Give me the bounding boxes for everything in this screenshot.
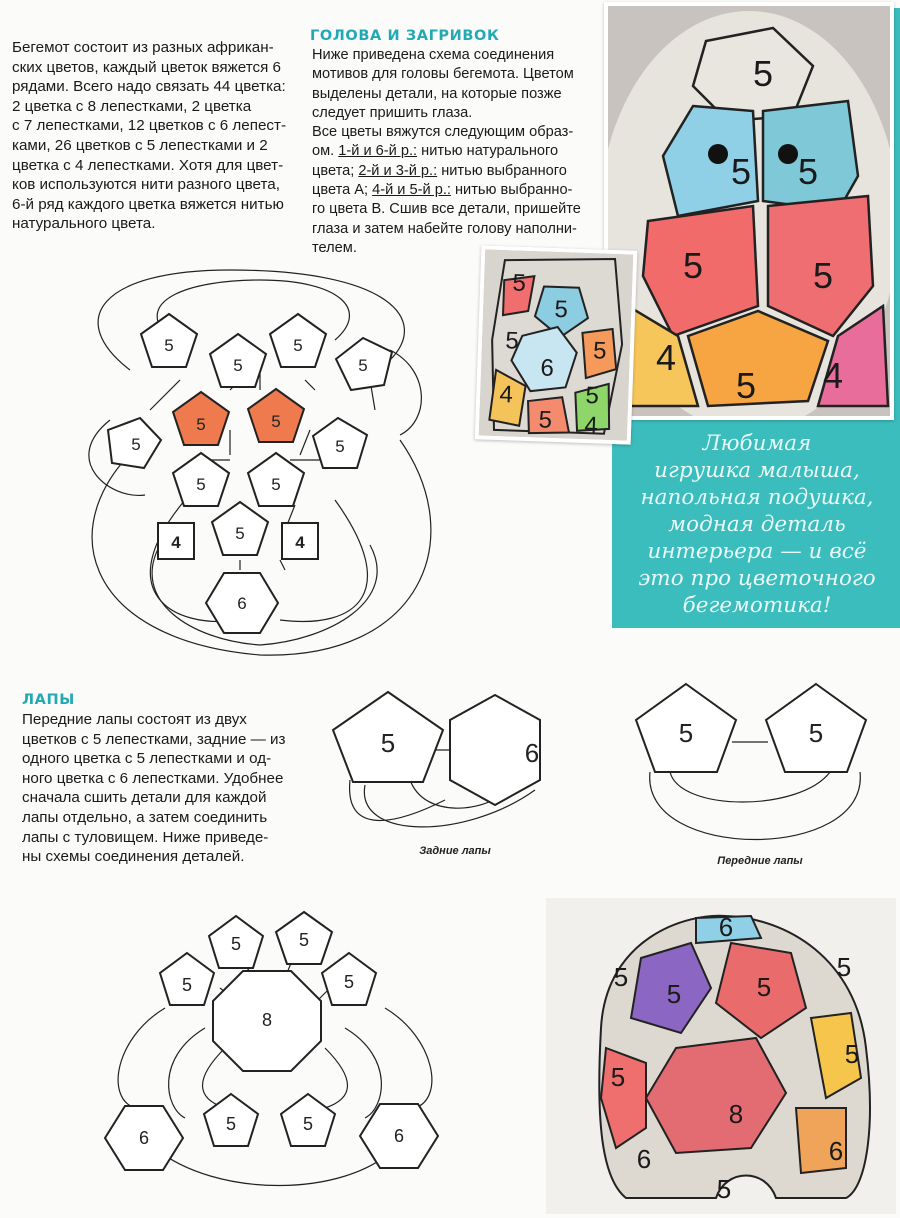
text-fragment: ом. (312, 143, 339, 160)
paws-line: Передние лапы состоят из двух (22, 711, 247, 728)
photo-head-label: 5 (752, 53, 774, 94)
front-paws-caption: Передние лапы (717, 855, 803, 867)
quote-line: это про цветочного (638, 566, 876, 591)
motif-label: 5 (271, 475, 281, 494)
intro-line: 2 цветка с 8 лепестками, 2 цветка (12, 97, 252, 115)
highlight-label: 5 (271, 412, 281, 431)
highlight-label: 5 (196, 415, 206, 434)
photo-body-label: 6 (718, 912, 734, 942)
paws-line: цветков с 5 лепестками, задние — из (22, 730, 286, 748)
text-fragment: цвета А; (312, 182, 373, 199)
motif-label: 6 (393, 1126, 405, 1146)
motif-label: 5 (335, 437, 345, 456)
paws-line: одного цветка с 5 лепестками и од- (22, 750, 272, 768)
rows-1-6: 1-й и 6-й р.: (338, 143, 418, 160)
back-paws-caption: Задние лапы (419, 845, 491, 857)
motif-label: 6 (524, 738, 540, 768)
motif-label: 5 (230, 934, 242, 954)
paws-section-text (22, 710, 286, 867)
head-line: мотивов для головы бегемота. Цветом (312, 66, 574, 83)
motif-label: 8 (261, 1010, 273, 1030)
intro-line: цветка с 4 лепестками. Хотя для цвет- (12, 156, 284, 174)
paws-line: ны схемы соединения деталей. (22, 848, 245, 866)
paws-section-heading: ЛАПЫ (22, 692, 75, 708)
photo-side-label: 4 (584, 412, 599, 440)
motif-label: 5 (358, 356, 368, 375)
photo-body-label: 5 (716, 1174, 732, 1204)
intro-text (12, 38, 286, 234)
hexagon-label: 6 (237, 594, 247, 613)
front-paws-diagram (620, 672, 890, 872)
hippo-head-photo (604, 2, 894, 420)
quote-line: напольная подушка, (640, 485, 874, 510)
motif-label: 5 (196, 475, 206, 494)
photo-head-label: 4 (822, 355, 844, 396)
intro-line: ских цветов, каждый цветок вяжется 6 (12, 58, 282, 76)
head-line-rows (312, 142, 581, 161)
photo-side-label: 5 (554, 295, 569, 324)
photo-body-label: 8 (728, 1099, 744, 1129)
photo-body-label: 6 (636, 1144, 652, 1174)
photo-head-label: 5 (730, 151, 752, 192)
photo-body-label: 5 (844, 1039, 860, 1069)
photo-body-label: 5 (610, 1062, 626, 1092)
photo-side-label: 5 (585, 382, 600, 410)
photo-side-label: 5 (538, 406, 553, 434)
photo-head-label: 4 (655, 337, 677, 378)
text-fragment: цвета; (312, 162, 359, 179)
photo-side-label: 5 (592, 337, 607, 365)
motif-label: 5 (233, 356, 243, 375)
back-paws-diagram (325, 680, 570, 870)
head-line-rows (312, 181, 581, 200)
motif-label: 5 (293, 336, 303, 355)
motif-label: 5 (678, 718, 694, 748)
text-fragment: нитью натурального (417, 143, 559, 160)
intro-line: рядами. Всего надо связать 44 цветка: (12, 78, 286, 96)
intro-line: ков используются нити разного цвета, (12, 176, 280, 194)
photo-body-label: 5 (613, 962, 629, 992)
square-label: 4 (295, 533, 305, 552)
head-line: глаза и затем набейте голову наполни- (312, 220, 577, 237)
head-line: телем. (312, 239, 357, 256)
rows-2-3: 2-й и 3-й р.: (358, 162, 438, 179)
head-section-heading: ГОЛОВА И ЗАГРИВОК (310, 28, 500, 44)
quote-line: Любимая (702, 431, 812, 456)
quote-line: игрушка малыша, (654, 458, 860, 483)
hippo-side-illustration (479, 249, 633, 440)
motif-label: 6 (138, 1128, 150, 1148)
head-line: го цвета В. Сшив все детали, пришейте (312, 201, 581, 218)
motif-label: 5 (181, 975, 193, 995)
motif-label: 5 (298, 930, 310, 950)
head-line: выделены детали, на которые позже (312, 85, 562, 102)
body-joining-diagram (95, 898, 455, 1198)
intro-line: Бегемот состоит из разных африкан- (12, 39, 274, 56)
text-fragment: нитью выбранно- (450, 182, 573, 199)
hippo-body-illustration (546, 898, 896, 1214)
photo-side-label: 5 (511, 269, 527, 297)
hippo-body-photo (546, 898, 896, 1214)
motif-label: 5 (225, 1114, 237, 1134)
quote-line: бегемотика! (682, 593, 832, 618)
photo-side-label: 4 (499, 381, 514, 409)
head-line: следует пришить глаза. (312, 104, 473, 121)
quote-line: модная деталь (668, 512, 846, 537)
motif-label: 5 (343, 972, 355, 992)
tagline-quote (622, 430, 892, 619)
text-fragment: нитью выбранного (437, 162, 567, 179)
motif-label: 5 (302, 1114, 314, 1134)
motif-label: 5 (235, 524, 245, 543)
hippo-side-photo (475, 245, 638, 444)
photo-body-label: 5 (666, 979, 682, 1009)
head-section-text (312, 46, 581, 258)
paws-line: ного цветка с 6 лепестками. Удобнее (22, 769, 284, 787)
photo-head-label: 5 (797, 151, 819, 192)
hippo-head-illustration (608, 6, 890, 416)
photo-head-label: 5 (812, 255, 834, 296)
head-line: Ниже приведена схема соединения (312, 47, 555, 63)
photo-body-label: 6 (828, 1136, 844, 1166)
rows-4-5: 4-й и 5-й р.: (372, 182, 451, 199)
intro-line: натурального цвета. (12, 215, 156, 233)
quote-line: интерьера — и всё (647, 539, 867, 564)
head-line: Все цветы вяжутся следующим образ- (312, 124, 574, 141)
paws-line: лапы с туловищем. Ниже приведе- (22, 828, 269, 846)
motif-label: 5 (380, 728, 396, 758)
head-line-rows (312, 162, 581, 181)
photo-head-label: 5 (682, 245, 704, 286)
photo-side-label: 6 (540, 354, 555, 382)
motif-label: 5 (131, 435, 141, 454)
photo-head-label: 5 (735, 365, 757, 406)
paws-line: лапы отдельно, а затем соединить (22, 808, 268, 826)
square-label: 4 (171, 533, 181, 552)
photo-body-label: 5 (756, 972, 772, 1002)
intro-line: с 7 лепестками, 12 цветков с 6 лепест- (12, 117, 287, 135)
intro-line: ками, 26 цветков с 5 лепестками и 2 (12, 136, 268, 154)
head-joining-diagram (70, 260, 460, 680)
paws-line: сначала сшить детали для каждой (22, 789, 267, 807)
motif-label: 5 (164, 336, 174, 355)
intro-line: 6-й ряд каждого цветка вяжется нитью (12, 195, 284, 213)
photo-body-label: 5 (836, 952, 852, 982)
motif-label: 5 (808, 718, 824, 748)
photo-side-label: 5 (504, 327, 520, 355)
